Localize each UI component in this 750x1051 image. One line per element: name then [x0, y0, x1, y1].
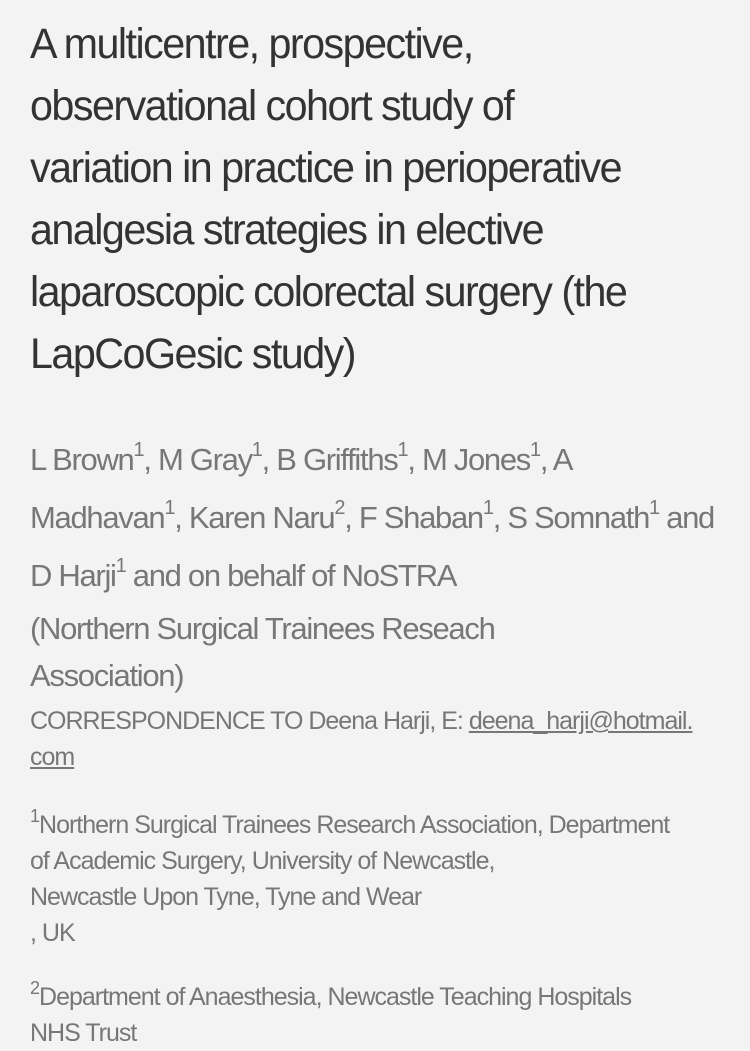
author-affiliation-mark: 1	[251, 438, 262, 461]
article-title	[30, 0, 721, 385]
affiliation-line: , UK	[30, 919, 75, 947]
affiliation-1	[30, 807, 720, 951]
author-affiliation-mark: 1	[115, 554, 126, 577]
author-list: L Brown$^1$, M Gray$^1$, B Griffiths$^1$, M Jones$^1$, A Madhavan$^1$, Karen Naru$^2$, F Shaban$^1$, S Somnath$^1$ and D Harji$^1$ and on behalf of NoSTRA (Northern Surgical Trainees Reseach Association)	[30, 431, 720, 699]
author-name: Karen Naru	[188, 500, 335, 535]
author-name: B Griffiths	[276, 442, 398, 477]
title-line: A multicentre, prospective,	[30, 20, 473, 68]
author-affiliation-mark: 1	[164, 496, 175, 519]
affiliation-line: Northern Surgical Trainees Research Association, Department	[39, 811, 670, 839]
title-line: LapCoGesic study)	[30, 330, 355, 378]
email-text: com	[30, 743, 75, 771]
title-line: observational cohort study of	[30, 82, 514, 130]
author-group-suffix: and on behalf of NoSTRA	[125, 558, 457, 593]
author-name: D Harji	[30, 558, 116, 593]
correspondence	[30, 703, 720, 775]
author-affiliation-mark: 1	[649, 496, 659, 519]
title-line: variation in practice in perioperative	[30, 144, 621, 192]
email-text: deena_harji@hotmail.	[468, 707, 693, 735]
author-group-name: Association)	[30, 658, 184, 693]
title-line: analgesia strategies in elective	[30, 206, 544, 254]
author-name: F Shaban	[358, 500, 483, 535]
author-affiliation-mark: 1	[530, 438, 540, 461]
author-name: M Gray	[157, 442, 252, 477]
author-group-name: (Northern Surgical Trainees Reseach	[30, 611, 495, 646]
affiliation-line: of Academic Surgery, University of Newcastle,	[30, 847, 495, 875]
author-name: M Jones	[421, 442, 531, 477]
correspondence-label: CORRESPONDENCE TO Deena Harji, E:	[30, 707, 469, 735]
author-affiliation-mark: 1	[397, 438, 408, 461]
author-affiliation-mark: 2	[334, 496, 345, 519]
author-name: A Madhavan	[30, 442, 571, 535]
author-name: S Somnath	[507, 500, 650, 535]
affiliation-line: Department of Anaesthesia, Newcastle Teaching Hospitals	[39, 983, 632, 1011]
affiliation-line: Newcastle Upon Tyne, Tyne and Wear	[30, 883, 422, 911]
affiliation-2	[30, 979, 720, 1051]
affiliation-number: 1	[30, 805, 40, 826]
author-affiliation-mark: 1	[133, 438, 144, 461]
affiliation-number: 2	[30, 977, 40, 998]
affiliation-line: NHS Trust	[30, 1019, 137, 1047]
author-affiliation-mark: 1	[482, 496, 493, 519]
author-name: L Brown	[30, 442, 134, 477]
title-line: laparoscopic colorectal surgery (the	[30, 268, 627, 316]
